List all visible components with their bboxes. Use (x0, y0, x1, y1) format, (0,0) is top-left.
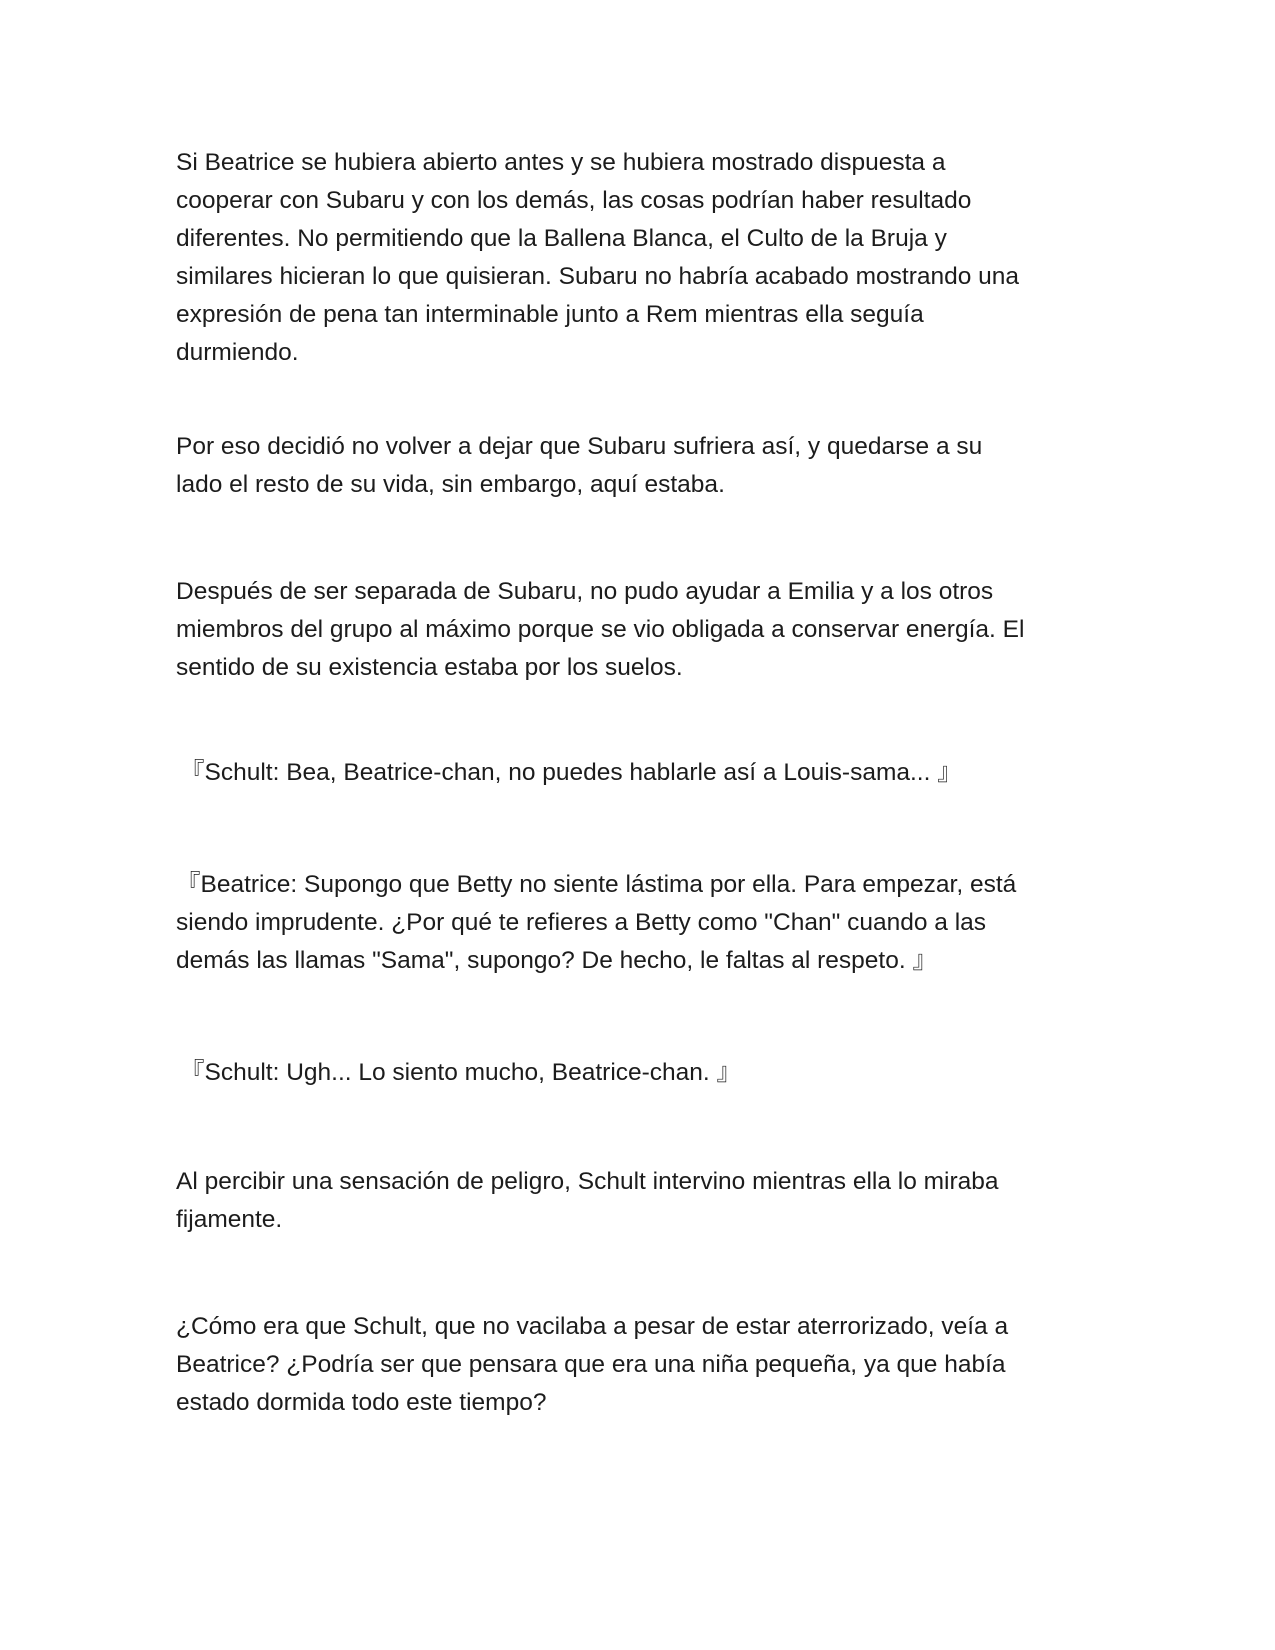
paragraph-schult-view: ¿Cómo era que Schult, que no vacilaba a pesar de estar aterrorizado, veía a Beatrice? ¿Podría ser que pensara que era una niña pequeña, ya que había estado dormida todo este tiempo? (176, 1313, 1009, 1416)
paragraph-schult-intervenes: Al percibir una sensación de peligro, Schult intervino mientras ella lo miraba fijamente. (176, 1168, 999, 1233)
dialogue-schult-1: 『Schult: Bea, Beatrice-chan, no puedes hablarle así a Louis-sama... 』 (180, 759, 962, 786)
dialogue-beatrice: 『Beatrice: Supongo que Betty no siente lástima por ella. Para empezar, está siendo imprudente. ¿Por qué te refieres a Betty como "Chan" cuando a las demás las llamas "Sama", supongo? De hecho, le faltas al respeto. 』 (176, 871, 1017, 974)
paragraph-decision: Por eso decidió no volver a dejar que Subaru sufriera así, y quedarse a su lado el resto de su vida, sin embargo, aquí estaba. (176, 433, 983, 498)
paragraph-beatrice-regret: Si Beatrice se hubiera abierto antes y se hubiera mostrado dispuesta a cooperar con Subaru y con los demás, las cosas podrían haber resultado diferentes. No permitiendo que la Ballena Blanca, el Culto de la Bruja y similares hicieran lo que quisieran. Subaru no habría acabado mostrando una expresión de pena tan interminable junto a Rem mientras ella seguía durmiendo. (176, 149, 1020, 366)
paragraph-separation: Después de ser separada de Subaru, no pudo ayudar a Emilia y a los otros miembros del grupo al máximo porque se vio obligada a conservar energía. El sentido de su existencia estaba por los suelos. (176, 578, 1025, 681)
dialogue-schult-2: 『Schult: Ugh... Lo siento mucho, Beatrice-chan. 』 (180, 1059, 742, 1086)
